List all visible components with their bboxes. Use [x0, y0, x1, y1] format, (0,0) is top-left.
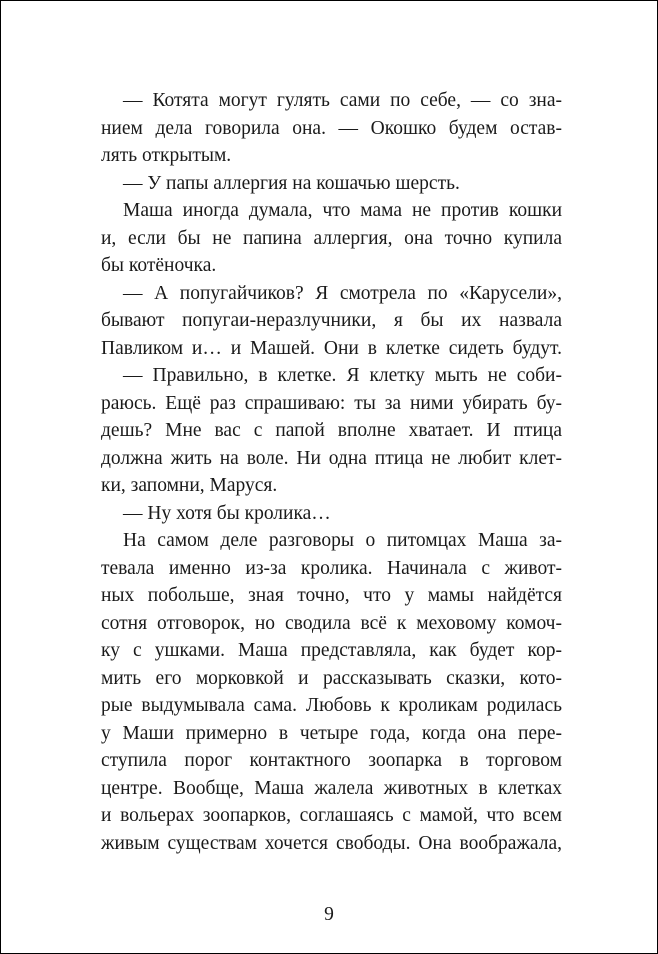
- text-line: мить его морковкой и рассказывать сказки, кото-: [101, 667, 562, 689]
- text-line: — Правильно, в клетке. Я клетку мыть не соби-: [123, 365, 562, 386]
- text-line: тевала именно из-за кролика. Начинала с живот-: [101, 557, 562, 579]
- text-line: должна жить на воле. Ни одна птица не любит клет-: [101, 447, 562, 469]
- text-line: бы котёночка.: [101, 255, 217, 276]
- text-line: — Ну хотя бы кролика…: [123, 502, 331, 524]
- text-line: раюсь. Ещё раз спрашиваю: ты за ними убирать бу-: [101, 392, 562, 414]
- text-line: Павликом и… и Машей. Они в клетке сидеть будут.: [101, 337, 562, 359]
- text-line: ку с ушками. Маша представляла, как будет кор-: [101, 640, 562, 661]
- text-line: лять открытым.: [101, 145, 232, 166]
- text-line: ступила порог контактного зоопарка в торговом: [101, 750, 562, 771]
- text-line: — У папы аллергия на кошачью шерсть.: [123, 172, 460, 194]
- text-line: — А попугайчиков? Я смотрела по «Карусели»,: [123, 282, 562, 304]
- body-text: [101, 87, 562, 857]
- text-line: бывают попугаи-неразлучники, я бы их назвала: [101, 310, 562, 331]
- text-line: ных побольше, зная точно, что у мамы найдётся: [101, 585, 562, 606]
- text-line: сотня отговорок, но сводила всё к меховому комоч-: [101, 612, 562, 634]
- text-line: живым существам хочется свободы. Она воображала,: [101, 832, 562, 854]
- text-line: дешь? Мне вас с папой вполне хватает. И птица: [101, 420, 562, 441]
- text-line: нием дела говорила она. — Окошко будем остав-: [101, 117, 562, 139]
- text-line: рые выдумывала сама. Любовь к кроликам родилась: [101, 695, 562, 716]
- text-line: ки, запомни, Маруся.: [101, 475, 278, 496]
- text-line: — Котята могут гулять сами по себе, — со зна-: [123, 90, 562, 111]
- page-number: 9: [324, 904, 334, 925]
- text-line: и вольерах зоопарков, соглашаясь с мамой, что всем: [101, 805, 562, 826]
- text-line: и, если бы не папина аллергия, она точно купила: [101, 227, 562, 249]
- text-line: центре. Вообще, Маша жалела животных в клетках: [101, 777, 562, 799]
- text-line: Маша иногда думала, что мама не против кошки: [123, 200, 562, 221]
- text-line: На самом деле разговоры о питомцах Маша за-: [123, 530, 562, 551]
- text-line: у Маши примерно в четыре года, когда она пере-: [101, 722, 562, 744]
